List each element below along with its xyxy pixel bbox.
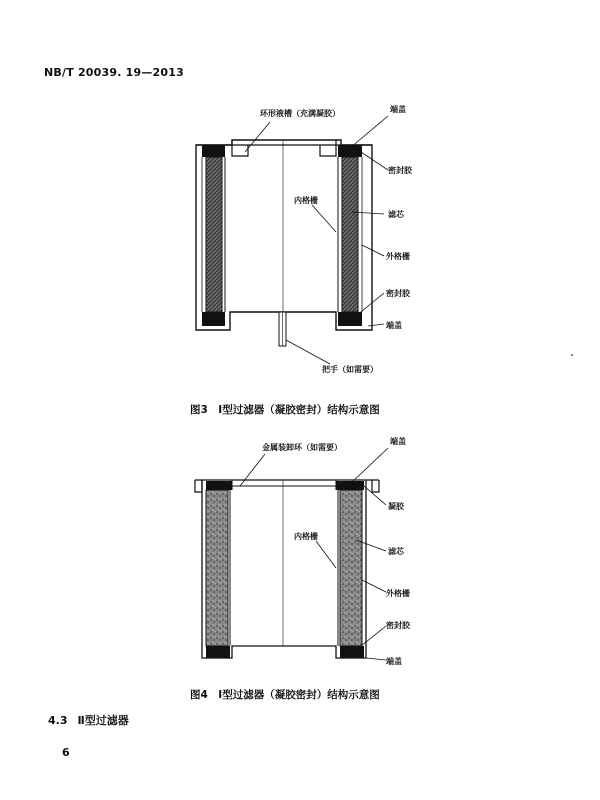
fig3-filter-core-right bbox=[342, 157, 358, 312]
fig4-label-filter-core: 滤芯 bbox=[388, 547, 404, 556]
fig3-label-inner-grid: 内格栅 bbox=[294, 196, 318, 205]
fig3-top-seal-left bbox=[202, 145, 225, 157]
page-number: 6 bbox=[62, 746, 70, 759]
fig4-label-end-cap-top: 端盖 bbox=[390, 437, 406, 446]
fig3-label-end-cap-bottom: 端盖 bbox=[386, 321, 402, 330]
fig4-top-seal-right bbox=[336, 481, 364, 490]
fig3-top-seal-right bbox=[338, 145, 362, 157]
fig4-label-inner-grid: 内格栅 bbox=[294, 532, 318, 541]
figure4-caption: 图4 Ⅰ型过滤器（凝胶密封）结构示意图 bbox=[190, 689, 380, 701]
scan-speck bbox=[571, 354, 573, 356]
fig4-filter-core-left bbox=[206, 490, 228, 646]
fig3-label-outer-grid: 外格栅 bbox=[386, 252, 410, 261]
fig4-label-clamp-ring: 金属装卸环（如需要） bbox=[262, 443, 342, 452]
fig4-top-seal-left bbox=[206, 481, 232, 490]
standard-code: NB/T 20039. 19—2013 bbox=[44, 66, 184, 79]
fig4-label-outer-grid: 外格栅 bbox=[386, 589, 410, 598]
fig4-bottom-seal-right bbox=[340, 646, 364, 658]
fig3-label-seal-gel-bottom: 密封胶 bbox=[386, 289, 410, 298]
figure3-caption: 图3 Ⅰ型过滤器（凝胶密封）结构示意图 bbox=[190, 404, 380, 416]
fig3-filter-core-left bbox=[206, 157, 222, 312]
fig3-label-filter-core: 滤芯 bbox=[388, 210, 404, 219]
fig3-label-groove: 环形液槽（充满凝胶） bbox=[260, 109, 340, 118]
fig4-label-seal-gel-bottom: 密封胶 bbox=[386, 621, 410, 630]
fig3-label-handle: 把手（如需要） bbox=[322, 365, 378, 374]
fig3-bottom-seal-left bbox=[202, 312, 225, 326]
figure3-diagram bbox=[196, 104, 413, 374]
fig4-bottom-seal-left bbox=[206, 646, 230, 658]
section-heading bbox=[48, 712, 139, 728]
fig3-label-seal-gel-top: 密封胶 bbox=[388, 166, 412, 175]
fig4-label-end-cap-bottom: 端盖 bbox=[386, 657, 402, 666]
section-number: 4.3 bbox=[48, 714, 68, 727]
fig4-label-gel: 凝胶 bbox=[388, 502, 404, 511]
section-title: Ⅱ型过滤器 bbox=[77, 714, 129, 727]
fig3-groove-left bbox=[232, 140, 248, 156]
fig3-label-end-cap-top: 端盖 bbox=[390, 105, 406, 114]
fig3-groove-right bbox=[320, 140, 336, 156]
figure4-diagram bbox=[195, 436, 411, 666]
fig4-filter-core-right bbox=[340, 490, 362, 646]
